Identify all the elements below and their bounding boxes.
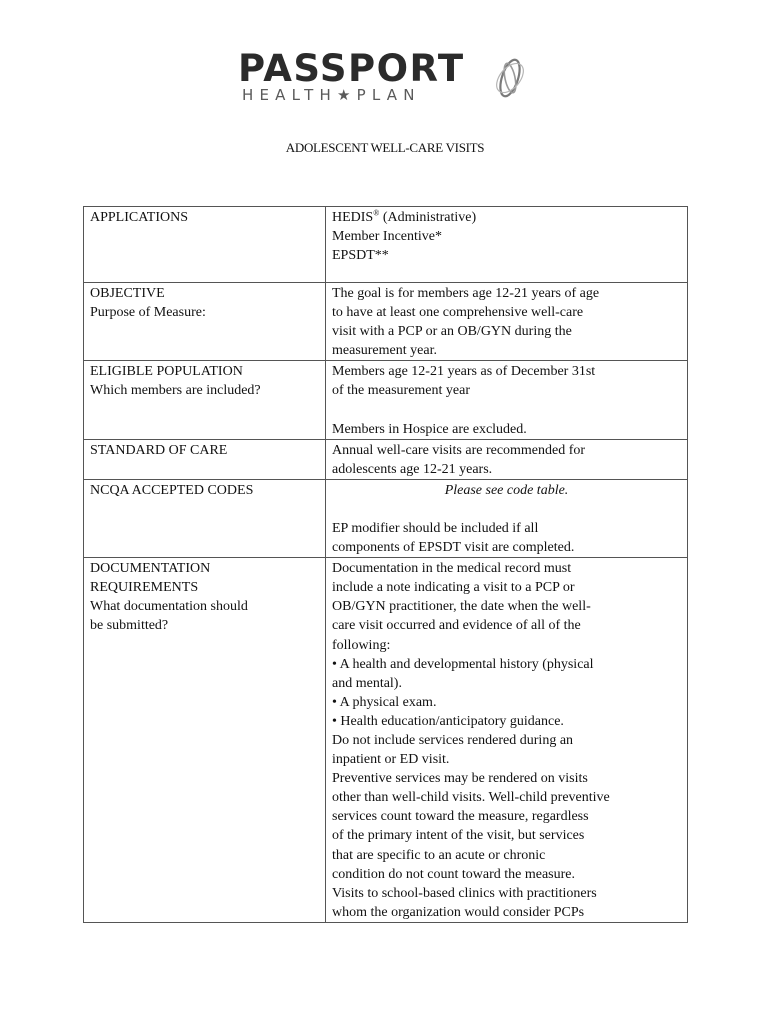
standard-text-line: Annual well-care visits are recommended for <box>332 442 586 458</box>
logo-swirl-icon <box>488 54 532 100</box>
documentation-value-cell <box>326 558 688 923</box>
documentation-sublabel: What documentation should <box>90 599 248 615</box>
member-incentive: Member Incentive* <box>332 229 443 245</box>
documentation-text-line: inpatient or ED visit. <box>332 752 450 768</box>
documentation-text-line: include a note indicating a visit to a PCP or <box>332 580 575 596</box>
documentation-text-line: condition do not count toward the measure. <box>332 866 575 882</box>
measure-table <box>83 206 688 923</box>
applications-value-cell <box>326 207 688 283</box>
spacer <box>332 500 681 519</box>
codes-value-cell <box>326 479 688 557</box>
spacer <box>332 401 681 420</box>
documentation-text-line: Do not include services rendered during an <box>332 732 574 748</box>
documentation-sublabel: be submitted? <box>90 618 169 634</box>
eligible-label: ELIGIBLE POPULATION <box>90 364 243 380</box>
table-row-objective <box>84 283 688 361</box>
passport-health-plan-logo <box>238 47 538 104</box>
documentation-text-line: Visits to school-based clinics with practitioners <box>332 885 597 901</box>
hedis-qualifier: (Administrative) <box>379 210 477 225</box>
documentation-text-line: services count toward the measure, regardless <box>332 809 589 825</box>
documentation-bullet: • A physical exam. <box>332 694 437 710</box>
objective-text-line: The goal is for members age 12-21 years of age <box>332 286 600 301</box>
documentation-label: DOCUMENTATION <box>90 561 211 577</box>
hedis-text: HEDIS <box>332 210 374 225</box>
documentation-text-line: of the primary intent of the visit, but services <box>332 828 585 844</box>
objective-text-line: visit with a PCP or an OB/GYN during the <box>332 324 572 340</box>
eligible-label-cell <box>84 361 326 439</box>
objective-label-cell <box>84 283 326 361</box>
registered-mark: ® <box>373 208 380 218</box>
documentation-text-line: and mental). <box>332 675 402 691</box>
eligible-text-line: Members age 12-21 years as of December 31st <box>332 364 596 380</box>
documentation-label: REQUIREMENTS <box>90 580 199 596</box>
eligible-value-cell <box>326 361 688 439</box>
documentation-text-line: Documentation in the medical record must <box>332 561 572 577</box>
documentation-bullet: • Health education/anticipatory guidance. <box>332 713 564 729</box>
standard-label-cell <box>84 439 326 479</box>
objective-label: OBJECTIVE <box>90 286 165 301</box>
table-row-standard-of-care <box>84 439 688 479</box>
standard-label: STANDARD OF CARE <box>90 442 228 458</box>
eligible-text-line: of the measurement year <box>332 383 470 399</box>
documentation-text-line: other than well-child visits. Well-child preventive <box>332 790 610 806</box>
eligible-sublabel: Which members are included? <box>90 383 261 399</box>
hospice-exclusion: Members in Hospice are excluded. <box>332 421 527 437</box>
applications-label-cell <box>84 207 326 283</box>
documentation-text-line: OB/GYN practitioner, the date when the well- <box>332 599 591 615</box>
standard-value-cell <box>326 439 688 479</box>
objective-sublabel: Purpose of Measure: <box>90 305 206 321</box>
documentation-text-line: that are specific to an acute or chronic <box>332 847 546 863</box>
logo-wordmark: PASSPORT <box>238 47 465 90</box>
documentation-bullet: • A health and developmental history (physical <box>332 656 594 672</box>
applications-label: APPLICATIONS <box>90 210 189 225</box>
objective-value-cell <box>326 283 688 361</box>
documentation-label-cell <box>84 558 326 923</box>
table-row-applications <box>84 207 688 283</box>
table-row-eligible-population <box>84 361 688 439</box>
objective-text-line: measurement year. <box>332 343 437 359</box>
documentation-text-line: following: <box>332 637 391 653</box>
codes-text-line: components of EPSDT visit are completed. <box>332 540 575 556</box>
documentation-text-line: care visit occurred and evidence of all of the <box>332 618 581 634</box>
table-row-documentation <box>84 558 688 923</box>
hedis-line <box>332 208 681 227</box>
document-title: ADOLESCENT WELL-CARE VISITS <box>285 140 485 155</box>
code-table-reference: Please see code table. <box>444 482 569 498</box>
codes-label-cell <box>84 479 326 557</box>
documentation-text-line: Preventive services may be rendered on visits <box>332 771 588 787</box>
epsdt: EPSDT** <box>332 248 389 264</box>
logo-tagline: HEALTH★PLAN <box>242 86 421 104</box>
table-row-ncqa-codes <box>84 479 688 557</box>
standard-text-line: adolescents age 12-21 years. <box>332 461 493 477</box>
codes-label: NCQA ACCEPTED CODES <box>90 482 254 498</box>
codes-text-line: EP modifier should be included if all <box>332 520 539 536</box>
documentation-text-line: whom the organization would consider PCPs <box>332 904 585 920</box>
objective-text-line: to have at least one comprehensive well-care <box>332 305 584 321</box>
